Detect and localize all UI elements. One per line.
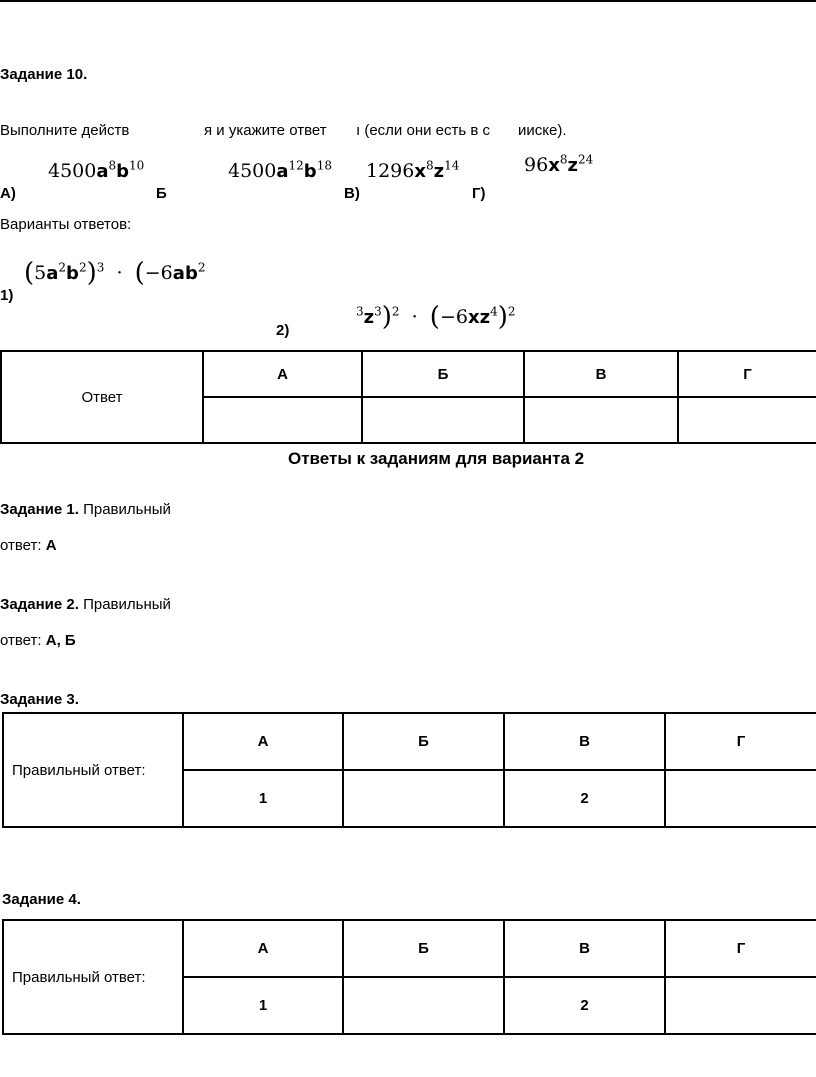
option-a-expression: $4500a^8b^{10}$ (48, 158, 145, 182)
task4-header-g: Г (665, 920, 816, 977)
variant-2-label: 2) (276, 322, 290, 339)
task1-text: Правильный (83, 501, 171, 518)
option-a-label: А) (0, 185, 16, 202)
variant-2-expression: $^3z^3)^2 \cdot (-6xz^4)^2$ (356, 302, 516, 332)
task4-header-v: В (504, 920, 665, 977)
variants-label: Варианты ответов: (0, 216, 132, 233)
task1-title: Задание 1. (0, 501, 79, 518)
task10-instruction-4: ииске). (518, 122, 567, 139)
task1-answer-line (0, 537, 57, 555)
task3-table (2, 712, 816, 828)
option-v-expression: $1296x^8z^{14}$ (366, 158, 460, 182)
variant-1-label: 1) (0, 287, 14, 304)
variant-1-expression: $(5a^2b^2)^3 \cdot (-6ab^2$ (24, 258, 206, 288)
option-b-label: Б (156, 185, 167, 202)
task1-line (0, 501, 171, 519)
task3-value-a: 1 (183, 770, 343, 827)
task4-header-b: Б (343, 920, 504, 977)
option-g-label: Г) (472, 185, 486, 202)
task10-instruction-2: я и укажите ответ (204, 122, 327, 139)
task4-header-a: А (183, 920, 343, 977)
task4-value-a: 1 (183, 977, 343, 1034)
task10-answer-table (0, 350, 816, 444)
option-g-expression: $96x^8z^{24}$ (524, 152, 594, 176)
task2-text: Правильный (83, 596, 171, 613)
task4-value-b (343, 977, 504, 1034)
task4-table (2, 919, 816, 1035)
task1-answer: А (45, 537, 57, 554)
task4-title: Задание 4. (2, 891, 81, 908)
task3-value-v: 2 (504, 770, 665, 827)
task3-title: Задание 3. (0, 691, 79, 708)
task10-instruction-1: Выполните действ (0, 122, 130, 139)
task1-answer-prefix: ответ: (0, 537, 42, 554)
task2-line (0, 596, 171, 614)
task3-header-b: Б (343, 713, 504, 770)
task4-value-v: 2 (504, 977, 665, 1034)
option-b-expression: $4500a^{12}b^{18}$ (228, 158, 332, 182)
task10-header-a: А (203, 351, 362, 397)
task2-answer-line (0, 632, 76, 650)
task3-header-g: Г (665, 713, 816, 770)
task10-title: Задание 10. (0, 66, 88, 83)
task3-header-v: В (504, 713, 665, 770)
task2-title: Задание 2. (0, 596, 79, 613)
task10-answer-g[interactable] (678, 397, 816, 443)
task2-answer: А, Б (45, 632, 76, 649)
task10-answer-b[interactable] (362, 397, 524, 443)
task10-header-v: В (524, 351, 678, 397)
task3-row-label: Правильный ответ: (3, 713, 183, 827)
top-border (0, 0, 816, 2)
task4-row-label: Правильный ответ: (3, 920, 183, 1034)
task3-value-b (343, 770, 504, 827)
task4-value-g (665, 977, 816, 1034)
task10-row-label: Ответ (1, 351, 203, 443)
task3-value-g (665, 770, 816, 827)
task2-answer-prefix: ответ: (0, 632, 42, 649)
task10-answer-a[interactable] (203, 397, 362, 443)
answers-title: Ответы к заданиям для варианта 2 (288, 449, 585, 468)
option-v-label: В) (344, 185, 360, 202)
task10-instruction-3: ı (если они есть в с (356, 122, 490, 139)
task10-answer-v[interactable] (524, 397, 678, 443)
task10-header-b: Б (362, 351, 524, 397)
task3-header-a: А (183, 713, 343, 770)
task10-header-g: Г (678, 351, 816, 397)
